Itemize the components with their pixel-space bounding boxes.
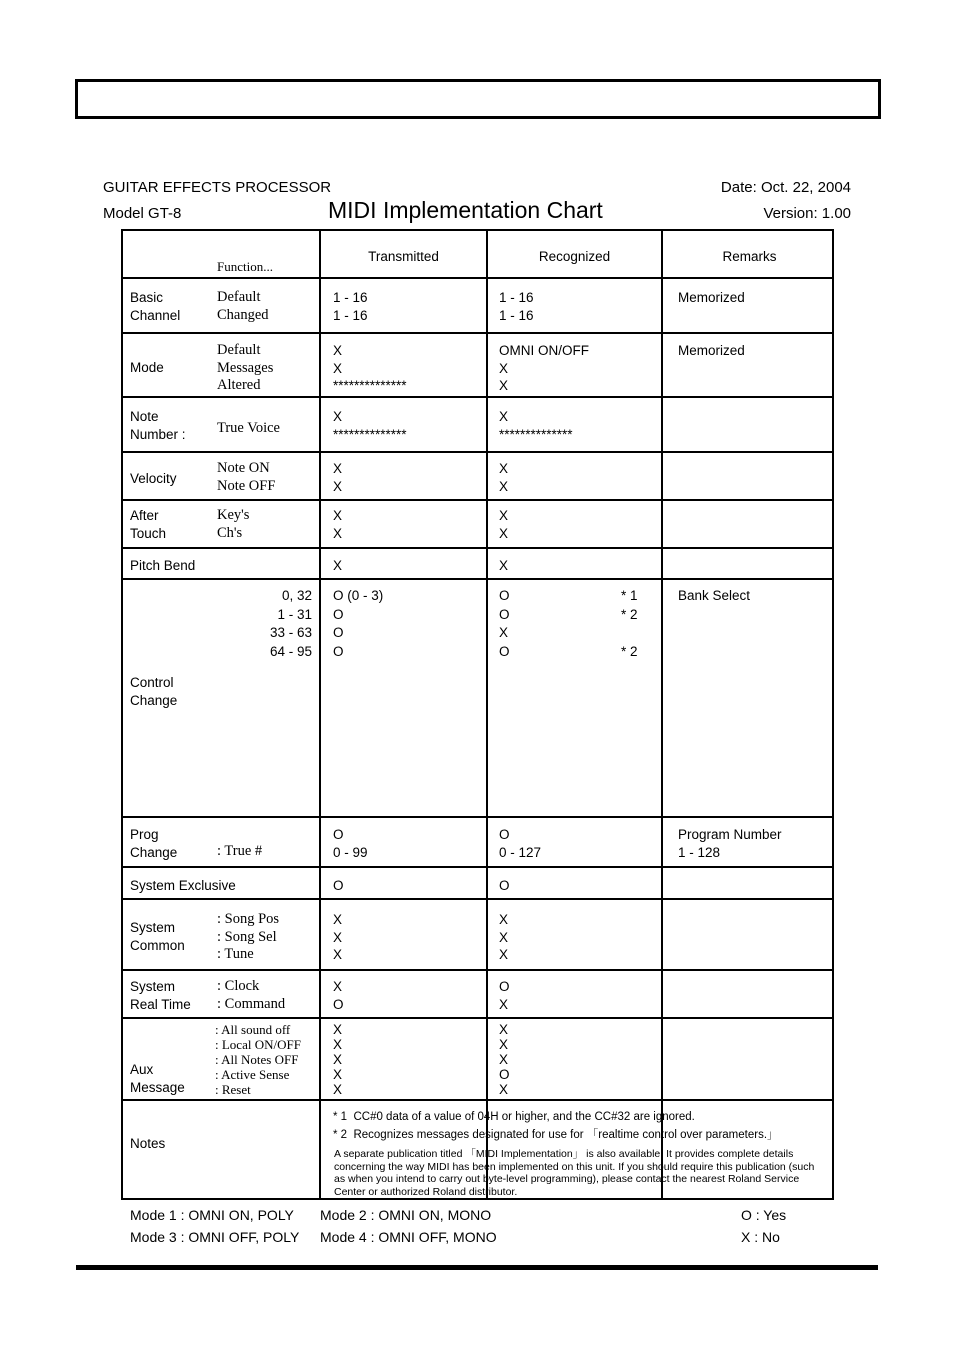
header-box [75,79,881,119]
row-label-pitch-bend: Pitch Bend [130,558,196,573]
velocity-recognized: X X [499,461,509,494]
midi-implementation-table [121,229,834,1200]
row-label-velocity: Velocity [130,471,177,486]
prog-change-recognized: O 0 - 127 [499,827,542,860]
version: Version: 1.00 [763,205,851,222]
aux-message-recognized: X X X O X [499,1022,510,1097]
pitch-bend-transmitted: X [333,558,343,573]
row-label-after-touch: After Touch [130,508,167,541]
device-type: GUITAR EFFECTS PROCESSOR [103,179,332,196]
mode-transmitted: X X ************** [333,343,407,393]
control-change-recognized: O O X O [499,588,510,660]
column-header-recognized: Recognized [538,249,611,264]
pitch-bend-recognized: X [499,558,509,573]
row-label-notes: Notes [130,1136,166,1151]
prog-change-transmitted: O 0 - 99 [333,827,368,860]
column-header-transmitted: Transmitted [368,249,439,264]
note-number-recognized: X ************** [499,409,573,442]
row-sub-system-common: : Song Pos : Song Sel : Tune [217,911,280,962]
mode-remarks: Memorized [678,343,745,358]
row-sub-basic-channel: Default Changed [217,289,269,323]
bottom-rule [76,1265,878,1270]
note-number-transmitted: X ************** [333,409,407,442]
system-real-time-recognized: O X [499,979,510,1012]
row-label-control-change: Control Change [130,675,178,708]
row-label-note-number: Note Number : [130,409,186,442]
system-common-recognized: X X X [499,912,509,962]
row-label-prog-change: Prog Change [130,827,178,860]
row-label-system-real-time: System Real Time [130,979,191,1012]
row-sub-aux-message: : All sound off : Local ON/OFF : All Notes OFF : Active Sense : Reset [215,1022,301,1097]
row-sub-velocity: Note ON Note OFF [217,460,276,494]
control-change-recognized-notes: * 1 * 2 * 2 [621,588,638,660]
control-change-numbers: 0, 32 1 - 31 33 - 63 64 - 95 [269,588,312,660]
velocity-transmitted: X X [333,461,343,494]
system-common-transmitted: X X X [333,912,343,962]
system-exclusive-transmitted: O [333,878,344,893]
date: Date: Oct. 22, 2004 [720,179,851,196]
note-2: * 2 Recognizes messages designated for use for 「realtime control over parameters.」 [333,1129,779,1141]
legend-yes: O : Yes [741,1207,787,1223]
row-sub-after-touch: Key's Ch's [217,507,250,541]
system-exclusive-recognized: O [499,878,510,893]
row-sub-note-number: True Voice [217,420,280,436]
publication-note: A separate publication titled 「MIDI Implementation」 is also available. It provides complete details concerning the way MIDI has been implemented on this unit. If you should require this publication (such as when you intend to carry out byte-level programming), please contact the nearest Roland Service Center or authorized Roland distributor. [334,1148,815,1198]
row-label-mode: Mode [130,360,164,375]
column-header-function: Function... [217,259,273,274]
basic-channel-transmitted: 1 - 16 1 - 16 [333,290,368,323]
row-sub-mode: Default Messages Altered [217,342,274,393]
row-label-basic-channel: Basic Channel [130,290,181,323]
column-header-remarks: Remarks [722,249,777,264]
legend-mode-4: Mode 4 : OMNI OFF, MONO [320,1229,497,1245]
control-change-remarks: Bank Select [678,588,751,603]
aux-message-transmitted: X X X X X [333,1022,343,1097]
model-name: Model GT-8 [103,205,182,222]
legend-no: X : No [741,1229,780,1245]
system-real-time-transmitted: X O [333,979,344,1012]
after-touch-recognized: X X [499,508,509,541]
legend-mode-3: Mode 3 : OMNI OFF, POLY [130,1229,300,1245]
note-1: * 1 CC#0 data of a value of 04H or higher, and the CC#32 are ignored. [333,1111,695,1123]
basic-channel-recognized: 1 - 16 1 - 16 [499,290,534,323]
row-label-system-common: System Common [130,920,185,953]
legend-mode-2: Mode 2 : OMNI ON, MONO [320,1207,492,1223]
row-label-system-exclusive: System Exclusive [130,878,236,893]
basic-channel-remarks: Memorized [678,290,745,305]
control-change-transmitted: O (0 - 3) O O O [333,588,384,660]
mode-recognized: OMNI ON/OFF X X [499,343,589,393]
row-sub-prog-change: : True # [217,843,263,859]
row-label-aux-message: Aux Message [130,1062,185,1095]
row-sub-system-real-time: : Clock : Command [217,978,286,1012]
after-touch-transmitted: X X [333,508,343,541]
legend-mode-1: Mode 1 : OMNI ON, POLY [130,1207,294,1223]
page-title: MIDI Implementation Chart [328,197,603,223]
prog-change-remarks: Program Number 1 - 128 [678,827,782,860]
